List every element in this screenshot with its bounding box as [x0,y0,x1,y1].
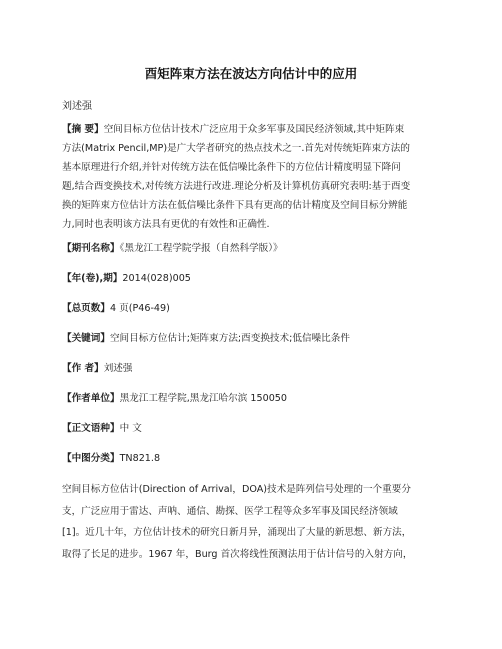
abstract-line: 力,同时也表明该方法具有更优的有效性和正确性. [62,218,270,230]
abstract-label: 【摘 要】 [62,124,104,135]
keywords-row: 【关键词】空间目标方位估计;矩阵束方法;酉变换技术;低信噪比条件 [62,333,350,344]
body-line: [1]。近几十年，方位估计技术的研究日新月异，涌现出了大量的新思想、新方法， [62,527,412,538]
abstract-line: 方法(Matrix Pencil,MP)是广大学者研究的热点技术之一.首先对传统矩阵束方法的 [62,142,410,154]
body-line: 取得了长足的进步。1967 年，Burg 首次将线性预测法用于估计信号的入射方向， [62,548,413,560]
abstract-block [62,121,442,234]
classification-row: 【中图分类】TN821.8 [62,453,161,464]
body-line: 支，广泛应用于雷达、声呐、通信、勘探、医学工程等众多军事及国民经济领域 [62,505,398,517]
abstract-line: 换的矩阵束方位估计方法在低信噪比条件下具有更高的估计精度及空间目标分辨能 [62,199,408,211]
author-row: 【作 者】刘述强 [62,363,133,374]
abstract-line: 【摘 要】空间目标方位估计技术广泛应用于众多军事及国民经济领域,其中矩阵束 [62,124,405,135]
author-affiliation-row: 【作者单位】黑龙江工程学院,黑龙江哈尔滨 150050 [62,393,288,404]
document-title: 酉矩阵束方法在波达方向估计中的应用 [144,66,358,81]
language-row: 【正文语种】中 文 [62,423,142,434]
journal-name-row: 【期刊名称】《黑龙江工程学院学报（自然科学版）》 [62,243,283,254]
author-name: 刘述强 [62,101,92,112]
body-text [62,479,442,565]
volume-issue-row: 【年(卷),期】2014(028)005 [62,273,191,284]
body-line: 空间目标方位估计(Direction of Arrival，DOA)技术是阵列信号处理的一个重要分 [62,484,411,495]
abstract-line: 题,结合酉变换技术,对传统方法进行改进.理论分析及计算机仿真研究表明:基于酉变 [62,180,411,192]
abstract-line: 基本原理进行介绍,并针对传统方法在低信噪比条件下的方位估计精度明显下降问 [62,161,401,173]
page-count-row: 【总页数】4 页(P46-49) [62,303,170,314]
